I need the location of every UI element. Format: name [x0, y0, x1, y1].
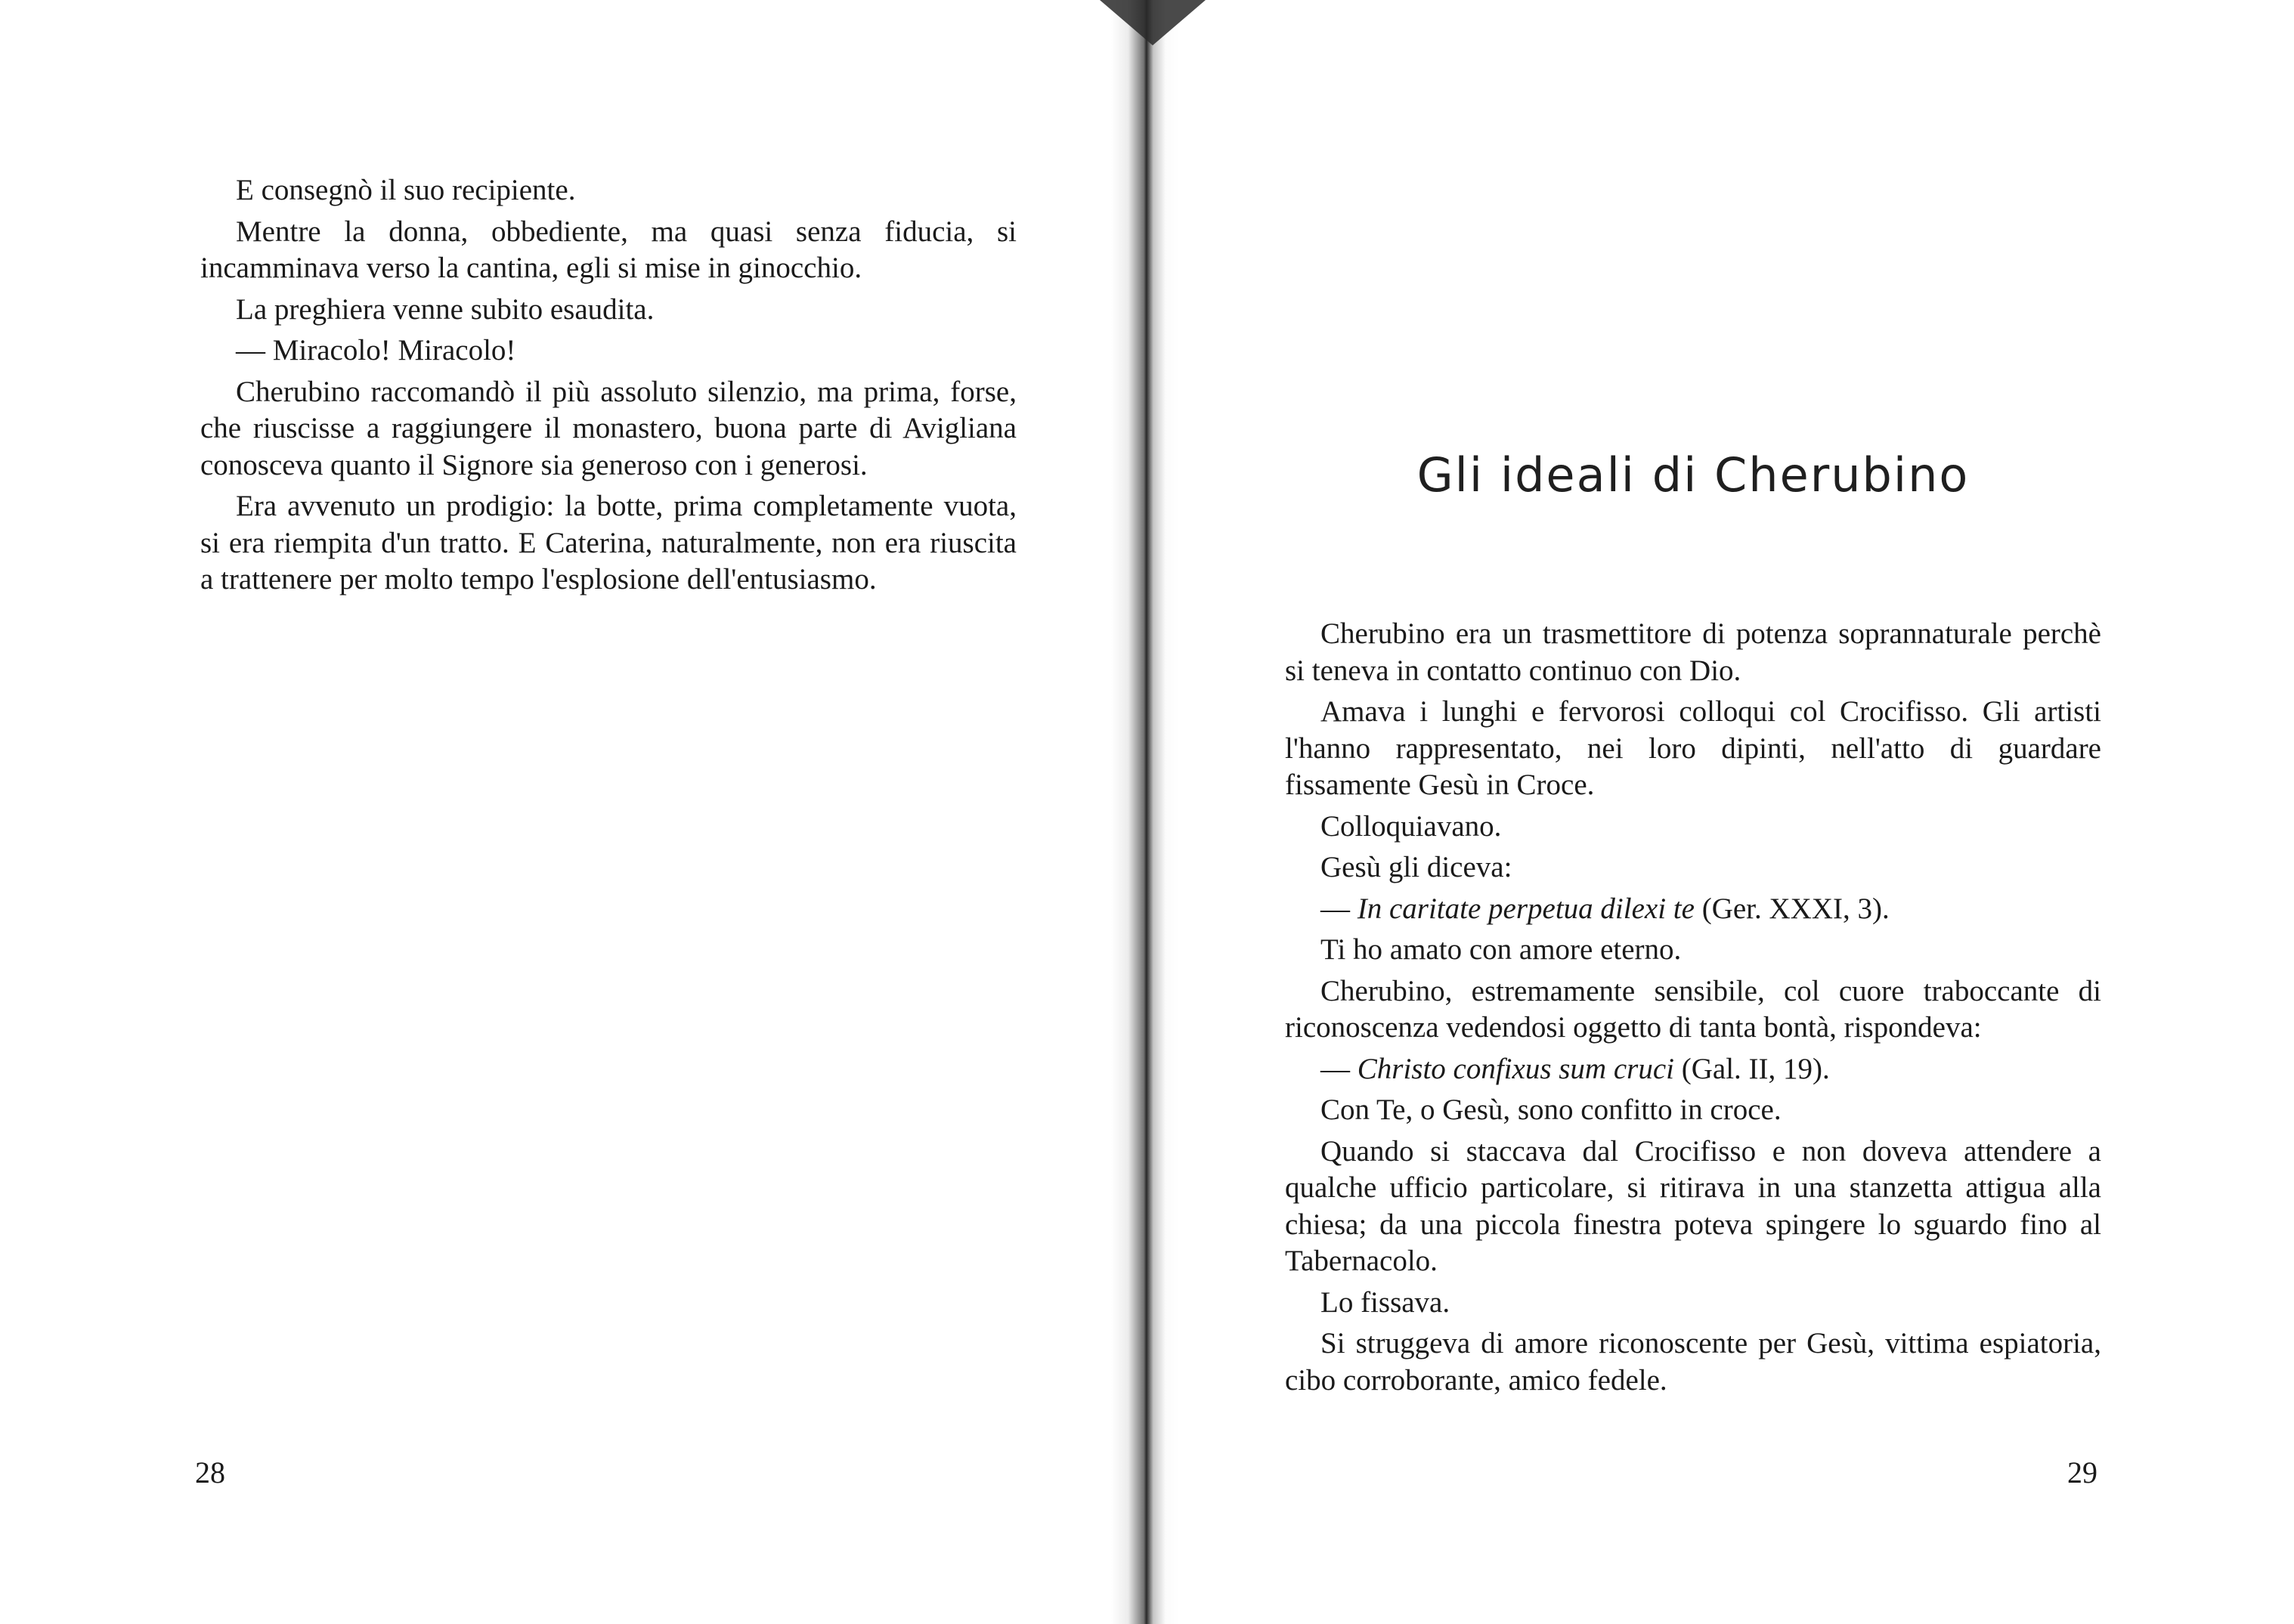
page-number-left: 28 [195, 1455, 225, 1489]
quote-dash: — [1320, 892, 1358, 925]
quote-dash: — [1320, 1052, 1358, 1085]
latin-quote: Christo confixus sum cruci [1357, 1052, 1674, 1085]
paragraph: Con Te, o Gesù, sono confitto in croce. [1320, 1093, 1782, 1126]
right-page-text [1285, 616, 2101, 1403]
book-gutter-top [1100, 0, 1206, 45]
paragraph: Si struggeva di amore riconoscente per Gesù, vittima espiatoria, cibo corroborante, amico fedele. [1285, 1327, 2101, 1397]
paragraph: Ti ho amato con amore eterno. [1320, 933, 1682, 966]
paragraph: Cherubino era un trasmettitore di potenza soprannaturale perchè si teneva in contatto continuo con Dio. [1285, 617, 2101, 687]
paragraph: La preghiera venne subito esaudita. [236, 292, 655, 326]
paragraph: Mentre la donna, obbediente, ma quasi senza fiducia, si incamminava verso la cantina, egli si mise in ginocchio. [200, 215, 1017, 284]
paragraph: — Miracolo! Miracolo! [236, 334, 516, 367]
paragraph: Amava i lunghi e fervorosi colloqui col Crocifisso. Gli artisti l'hanno rappresentato, nei loro dipinti, nell'atto di guardare fissamente Gesù in Croce. [1285, 695, 2101, 801]
book-gutter [1111, 0, 1179, 1624]
paragraph: Era avvenuto un prodigio: la botte, prima completamente vuota, si era riempita d'un tratto. E Caterina, naturalmente, non era riuscita a trattenere per molto tempo l'esplosione dell'entusiasmo. [200, 490, 1017, 595]
quote-reference: (Gal. II, 19). [1673, 1052, 1830, 1085]
quote-reference: (Ger. XXXI, 3). [1694, 892, 1890, 925]
quotation-paragraph [1285, 891, 2101, 928]
quotation-paragraph [1285, 1051, 2101, 1088]
page-number-right: 29 [2067, 1455, 2097, 1489]
paragraph: Lo fissava. [1320, 1285, 1450, 1319]
paragraph: Cherubino, estremamente sensibile, col cuore traboccante di riconoscenza vedendosi oggetto di tanta bontà, rispondeva: [1285, 974, 2101, 1044]
chapter-title: Gli ideali di Cherubino [1416, 447, 1970, 503]
paragraph: E consegnò il suo recipiente. [236, 174, 576, 206]
left-page-text [200, 172, 1017, 603]
paragraph: Colloquiavano. [1320, 809, 1502, 843]
paragraph: Quando si staccava dal Crocifisso e non doveva attendere a qualche ufficio particolare, si ritirava in una stanzetta attigua alla chiesa; da una piccola finestra poteva spingere lo sguardo fino al Tabernacolo. [1285, 1134, 2101, 1277]
paragraph: Cherubino raccomandò il più assoluto silenzio, ma prima, forse, che riuscisse a raggiungere il monastero, buona parte di Avigliana conosceva quanto il Signore sia generoso con i generosi. [200, 375, 1017, 481]
paragraph: Gesù gli diceva: [1320, 851, 1512, 883]
latin-quote: In caritate perpetua dilexi te [1357, 892, 1695, 925]
